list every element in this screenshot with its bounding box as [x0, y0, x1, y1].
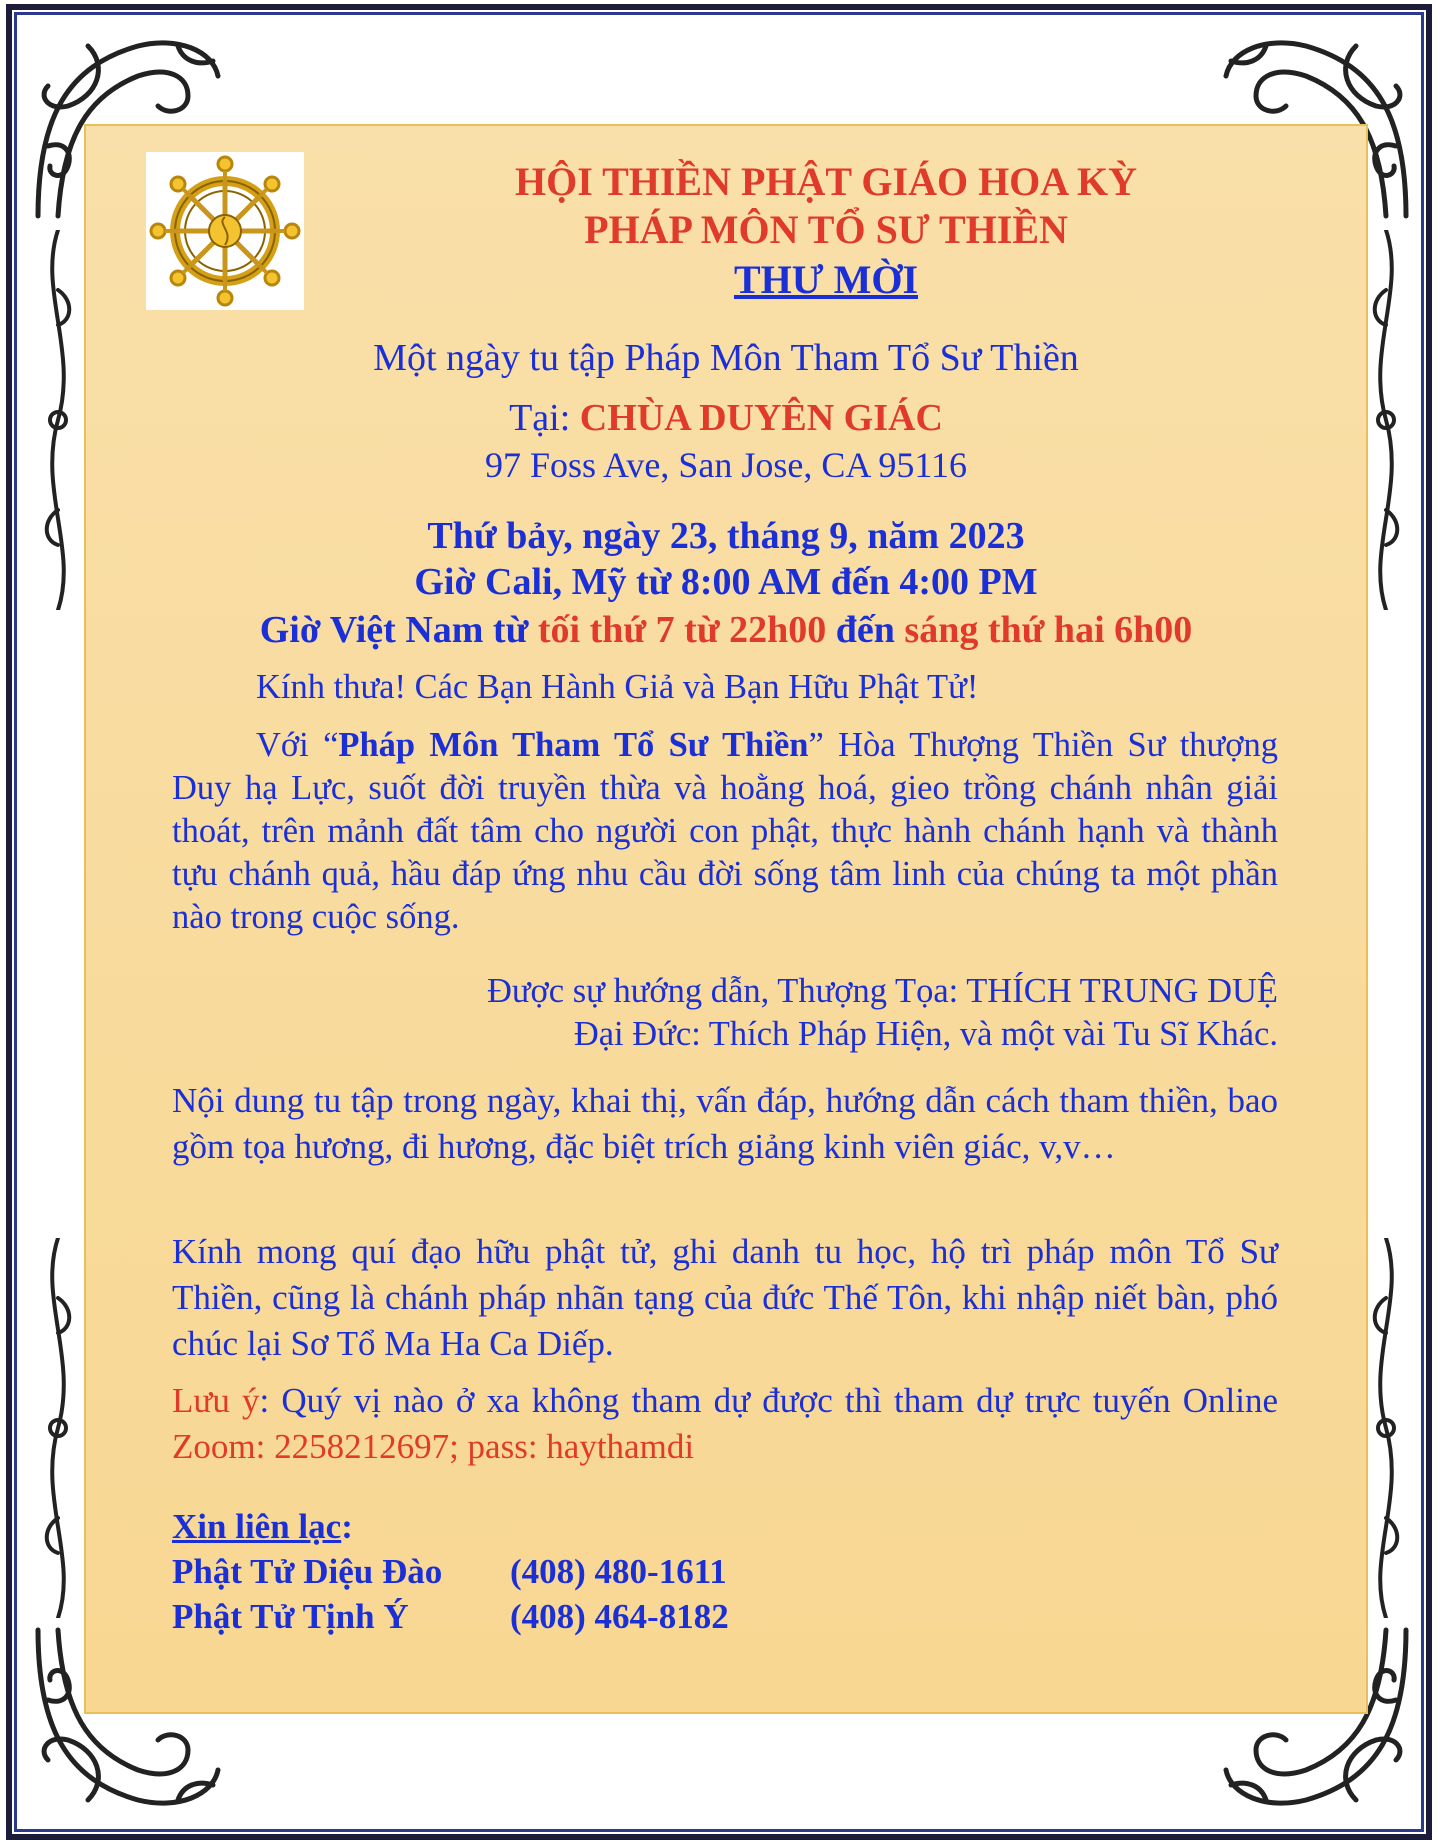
- guide-line-2: Đại Đức: Thích Pháp Hiện, và một vài Tu Sĩ Khác.: [573, 1015, 1278, 1053]
- intro-method-name: Pháp Môn Tham Tổ Sư Thiền: [338, 726, 809, 764]
- venue-line: [86, 396, 1366, 440]
- content-paragraph: Nội dung tu tập trong ngày, khai thị, vấn đáp, hướng dẫn cách tham thiền, bao gồm tọa hương, đi hương, đặc biệt trích giảng kinh viên giác, v,v…: [172, 1081, 1278, 1166]
- note-text: : Quý vị nào ở xa không tham dự được thì tham dự trực tuyến Online: [259, 1381, 1278, 1420]
- venue-name: CHÙA DUYÊN GIÁC: [579, 397, 943, 439]
- doc-title: THƯ MỜI: [733, 257, 919, 302]
- online-note: [172, 1378, 1278, 1470]
- contact-row: [172, 1594, 729, 1639]
- event-title: Một ngày tu tập Pháp Môn Tham Tổ Sư Thiền: [373, 337, 1079, 379]
- vn-time-end: sáng thứ hai 6h00: [904, 609, 1193, 651]
- venue-prefix: Tại:: [509, 397, 580, 439]
- vn-time-start: tối thứ 7 từ 22h00: [537, 609, 827, 651]
- venue-address: 97 Foss Ave, San Jose, CA 95116: [484, 445, 968, 485]
- contact-name: Phật Tử Diệu Đào: [172, 1552, 443, 1591]
- invitation-panel: [84, 124, 1368, 1714]
- greeting: Kính thưa! Các Bạn Hành Giả và Bạn Hữu Phật Tử!: [256, 668, 979, 706]
- contact-heading: Xin liên lạc:: [172, 1507, 353, 1546]
- org-name: HỘI THIỀN PHẬT GIÁO HOA KỲ: [515, 159, 1137, 204]
- guidance: [172, 970, 1278, 1056]
- contact-row: [172, 1549, 729, 1594]
- contact-name: Phật Tử Tịnh Ý: [172, 1597, 409, 1636]
- vn-time-prefix: Giờ Việt Nam từ: [259, 609, 538, 651]
- guide-line-1: Được sự hướng dẫn, Thượng Tọa: THÍCH TRUNG DUỆ: [486, 972, 1278, 1010]
- event-time-cali: Giờ Cali, Mỹ từ 8:00 AM đến 4:00 PM: [414, 561, 1038, 603]
- event-date: Thứ bảy, ngày 23, tháng 9, năm 2023: [427, 515, 1025, 557]
- zoom-info: Zoom: 2258212697; pass: haythamdi: [172, 1427, 695, 1466]
- side-ornament-icon: [28, 1238, 88, 1618]
- vn-time-mid: đến: [826, 609, 905, 651]
- intro-text: ” Hòa Thượng Thiền Sư thượng Duy hạ Lực, suốt đời truyền thừa và hoằng hoá, gieo trồng chánh nhân giải thoát, trên mảnh đất tâm cho người con phật, thực hành chánh hạnh và thành tựu chánh quả, hầu đáp ứng nhu cầu đời sống tâm linh của chúng ta một phần nào trong cuộc sống.: [172, 726, 1279, 936]
- contact-section: [172, 1504, 729, 1639]
- note-label: Lưu ý: [172, 1381, 260, 1420]
- event-time-vietnam: [86, 608, 1366, 652]
- side-ornament-icon: [28, 230, 88, 610]
- org-subtitle: PHÁP MÔN TỔ SƯ THIỀN: [584, 207, 1068, 252]
- intro-paragraph: [172, 724, 1278, 939]
- intro-open: Với “: [256, 726, 339, 764]
- contact-phone: (408) 480-1611: [510, 1552, 727, 1591]
- request-paragraph: Kính mong quí đạo hữu phật tử, ghi danh tu học, hộ trì pháp môn Tổ Sư Thiền, cũng là chánh pháp nhãn tạng của đức Thế Tôn, khi nhập niết bàn, phó chúc lại Sơ Tổ Ma Ha Ca Diếp.: [172, 1232, 1278, 1363]
- contact-phone: (408) 464-8182: [510, 1597, 729, 1636]
